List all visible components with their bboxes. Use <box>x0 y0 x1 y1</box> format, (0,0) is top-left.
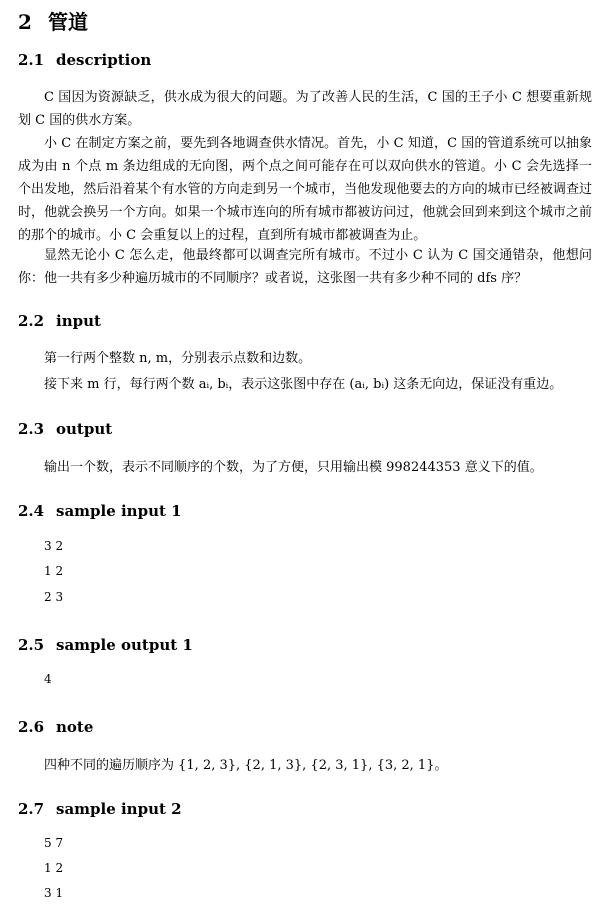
sample-input-1-line: 3 2 <box>44 539 64 553</box>
sample-output-1-line: 4 <box>44 672 52 686</box>
section-number: 2.7 <box>18 800 45 818</box>
output-line-1: 输出一个数，表示不同顺序的个数，为了方便，只用输出模 998244353 意义下的值。 <box>44 460 543 475</box>
sample-input-1-line: 2 3 <box>44 590 64 604</box>
section-title: sample input 2 <box>56 800 182 818</box>
section-heading-description <box>18 51 151 69</box>
sample-input-2-line: 5 7 <box>44 836 64 850</box>
section-title: sample output 1 <box>56 636 193 654</box>
section-number: 2.5 <box>18 636 45 654</box>
section-heading-note <box>18 718 93 736</box>
section-title: note <box>56 718 94 736</box>
title-text: 管道 <box>48 10 88 34</box>
section-heading-sample-input-1 <box>18 502 182 520</box>
section-title: sample input 1 <box>56 502 182 520</box>
section-heading-output <box>18 420 112 438</box>
title-number: 2 <box>18 10 32 34</box>
description-paragraph-1: C 国因为资源缺乏，供水成为很大的问题。为了改善人民的生活，C 国的王子小 C 想要重新规划 C 国的供水方案。 <box>18 90 592 128</box>
section-number: 2.6 <box>18 718 45 736</box>
section-heading-input <box>18 312 101 330</box>
sample-input-1-line: 1 2 <box>44 564 64 578</box>
section-heading-sample-output-1 <box>18 636 193 654</box>
section-number: 2.4 <box>18 502 45 520</box>
input-line-1: 第一行两个整数 n, m，分别表示点数和边数。 <box>44 351 312 366</box>
section-heading-sample-input-2 <box>18 800 182 818</box>
description-paragraph-3: 显然无论小 C 怎么走，他最终都可以调查完所有城市。不过小 C 认为 C 国交通错杂，他想问你：他一共有多少种遍历城市的不同顺序？或者说，这张图一共有多少种不同的 dfs 序？ <box>18 248 592 286</box>
section-title: input <box>56 312 101 330</box>
description-paragraph-2: 小 C 在制定方案之前，要先到各地调查供水情况。首先，小 C 知道，C 国的管道系统可以抽象成为由 n 个点 m 条边组成的无向图，两个点之间可能存在可以双向供水的管道。小 C 会先选择一个出发地，然后沿着某个有水管的方向走到另一个城市，当他发现他要去的方向的城市已经被调查过时，他就会换另一个方向。如果一个城市连向的所有城市都被访问过，他就会回到来到这个城市之前的那个的城市。小 C 会重复以上的过程，直到所有城市都被调查为止。 <box>18 136 592 243</box>
page-title <box>18 6 88 35</box>
input-line-2: 接下来 m 行，每行两个数 aᵢ, bᵢ，表示这张图中存在 (aᵢ, bᵢ) 这条无向边，保证没有重边。 <box>44 377 563 392</box>
sample-input-2-line: 3 1 <box>44 886 64 900</box>
section-number: 2.1 <box>18 51 45 69</box>
section-number: 2.2 <box>18 312 45 330</box>
note-line-1: 四种不同的遍历顺序为 {1, 2, 3}, {2, 1, 3}, {2, 3, 1}, {3, 2, 1}。 <box>44 758 448 773</box>
sample-input-2-line: 1 2 <box>44 861 64 875</box>
section-number: 2.3 <box>18 420 45 438</box>
section-title: description <box>56 51 152 69</box>
section-title: output <box>56 420 113 438</box>
